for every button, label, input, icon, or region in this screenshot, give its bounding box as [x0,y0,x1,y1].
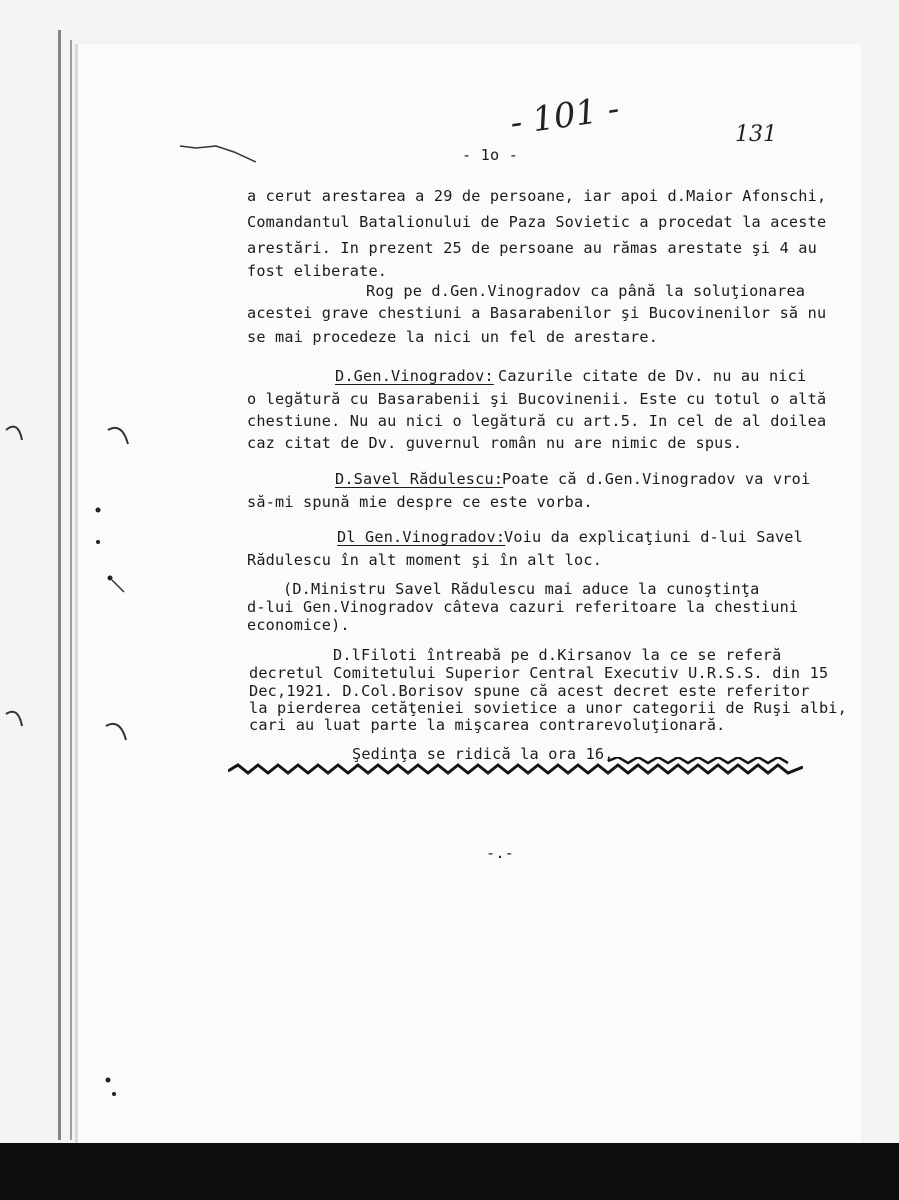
speaker-label: Dl Gen.Vinogradov: [337,528,506,546]
scan-bottom-shadow [0,1143,899,1200]
pen-stroke [176,138,266,168]
text-line: Poate că d.Gen.Vinogradov va vroi [502,470,811,488]
text-line: chestiune. Nu au nici o legătură cu art.5. In cel de al doilea [247,412,827,430]
text-line: economice). [247,616,350,634]
text-line: acestei grave chestiuni a Basarabenilor şi Bucovinenilor să nu [247,304,827,322]
archive-number: - 101 - [507,88,622,144]
text-line: Voiu da explicaţiuni d-lui Savel [504,528,803,546]
end-mark: -.- [486,844,515,862]
page-number: - 1o - [462,146,519,164]
text-line: să-mi spună mie despre ce este vorba. [247,493,593,511]
text-line: Cazurile citate de Dv. nu au nici [498,367,807,385]
text-line: fost eliberate. [247,262,388,280]
text-line: Dec,1921. D.Col.Borisov spune că acest decret este referitor [249,682,810,700]
struck-out-text [228,757,803,783]
text-line: la pierderea cetăţeniei sovietice a unor categorii de Ruşi albi, [249,699,847,717]
text-line: caz citat de Dv. guvernul român nu are nimic de spus. [247,434,743,452]
text-line: Şedinţa se ridică la ora 16, [352,745,614,763]
text-line: d-lui Gen.Vinogradov câteva cazuri referitoare la chestiuni [247,598,799,616]
text-line: Rădulescu în alt moment şi în alt loc. [247,551,603,569]
text-line: Comandantul Batalionului de Paza Sovietic a procedat la aceste [247,213,827,231]
text-line: o legătură cu Basarabenii şi Bucovinenii. Este cu totul o altă [247,390,827,408]
text-line: Rog pe d.Gen.Vinogradov ca până la soluţionarea [366,282,806,300]
text-line: decretul Comitetului Superior Central Executiv U.R.S.S. din 15 [249,664,829,682]
text-line: (D.Ministru Savel Rădulescu mai aduce la cunoştinţa [283,580,760,598]
speaker-label: D.Gen.Vinogradov: [335,367,494,385]
text-line: D.lFiloti întreabă pe d.Kirsanov la ce se referă [333,646,782,664]
speaker-label: D.Savel Rădulescu: [335,470,504,488]
corner-number: 131 [735,122,777,147]
binding-marks [0,0,140,1140]
text-line: a cerut arestarea a 29 de persoane, iar apoi d.Maior Afonschi, [247,187,827,205]
text-line: cari au luat parte la mişcarea contrarevoluţionară. [249,716,726,734]
text-line: se mai procedeze la nici un fel de arestare. [247,328,659,346]
text-line: arestări. In prezent 25 de persoane au rămas arestate şi 4 au [247,239,817,257]
